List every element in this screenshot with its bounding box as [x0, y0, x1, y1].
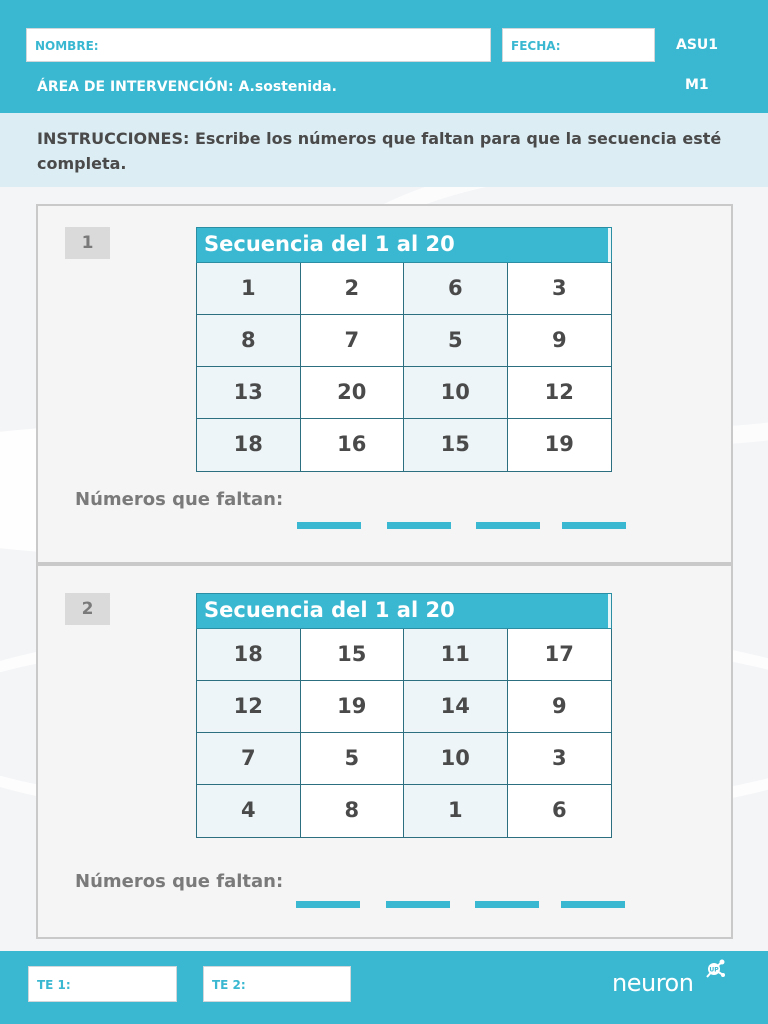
- grid-cell: 13: [197, 367, 301, 419]
- grid-cell: 10: [404, 367, 508, 419]
- name-label: NOMBRE:: [35, 39, 99, 53]
- missing-numbers-label: Números que faltan:: [75, 489, 284, 510]
- answer-blank[interactable]: [387, 522, 451, 529]
- instructions-text: INSTRUCCIONES: Escribe los números que faltan para que la secuencia esté completa.: [37, 129, 722, 173]
- grid-cell: 19: [301, 681, 405, 733]
- answer-blank[interactable]: [562, 522, 626, 529]
- grid-cell: 1: [404, 785, 508, 837]
- grid-cell: 11: [404, 629, 508, 681]
- grid-cell: 18: [197, 419, 301, 471]
- neuronup-logo-badge: UP: [709, 966, 719, 974]
- exercise-number: 2: [65, 593, 110, 625]
- grid-cell: 9: [508, 315, 612, 367]
- sequence-table: [196, 593, 612, 838]
- te1-field[interactable]: [28, 966, 177, 1002]
- date-field[interactable]: [502, 28, 655, 62]
- activity-level: M1: [685, 77, 709, 93]
- grid-cell: 9: [508, 681, 612, 733]
- exercise-panel-1: [36, 204, 733, 564]
- date-label: FECHA:: [511, 39, 561, 53]
- grid-cell: 2: [301, 263, 405, 315]
- grid-cell: 16: [301, 419, 405, 471]
- grid-cell: 12: [197, 681, 301, 733]
- answer-blank[interactable]: [297, 522, 361, 529]
- grid-cell: 5: [301, 733, 405, 785]
- grid-cell: 3: [508, 263, 612, 315]
- grid-cell: 3: [508, 733, 612, 785]
- grid-cell: 20: [301, 367, 405, 419]
- sequence-title: Secuencia del 1 al 20: [196, 593, 612, 629]
- grid-cell: 14: [404, 681, 508, 733]
- number-grid: [196, 629, 612, 838]
- te2-label: TE 2:: [212, 978, 246, 992]
- answer-blank[interactable]: [476, 522, 540, 529]
- number-grid: [196, 263, 612, 472]
- neuronup-logo-icon: [702, 957, 726, 981]
- sequence-title: Secuencia del 1 al 20: [196, 227, 612, 263]
- grid-cell: 7: [301, 315, 405, 367]
- grid-cell: 4: [197, 785, 301, 837]
- name-field[interactable]: [26, 28, 491, 62]
- answer-blank[interactable]: [561, 901, 625, 908]
- answer-blank[interactable]: [386, 901, 450, 908]
- answer-blank[interactable]: [296, 901, 360, 908]
- grid-cell: 5: [404, 315, 508, 367]
- intervention-area: ÁREA DE INTERVENCIÓN: A.sostenida.: [37, 79, 337, 95]
- worksheet-header: [0, 0, 768, 113]
- grid-cell: 8: [197, 315, 301, 367]
- grid-cell: 19: [508, 419, 612, 471]
- grid-cell: 6: [404, 263, 508, 315]
- answer-blank[interactable]: [475, 901, 539, 908]
- grid-cell: 7: [197, 733, 301, 785]
- grid-cell: 8: [301, 785, 405, 837]
- missing-numbers-label: Números que faltan:: [75, 871, 284, 892]
- grid-cell: 18: [197, 629, 301, 681]
- exercise-panel-2: [36, 564, 733, 939]
- instructions-bar: [0, 113, 768, 187]
- worksheet-footer: [0, 951, 768, 1024]
- grid-cell: 15: [301, 629, 405, 681]
- grid-cell: 12: [508, 367, 612, 419]
- grid-cell: 6: [508, 785, 612, 837]
- te1-label: TE 1:: [37, 978, 71, 992]
- grid-cell: 10: [404, 733, 508, 785]
- sequence-table: [196, 227, 612, 472]
- activity-code: ASU1: [676, 37, 719, 53]
- te2-field[interactable]: [203, 966, 351, 1002]
- grid-cell: 1: [197, 263, 301, 315]
- exercise-number: 1: [65, 227, 110, 259]
- neuronup-logo-text: neuron: [612, 969, 694, 997]
- grid-cell: 17: [508, 629, 612, 681]
- grid-cell: 15: [404, 419, 508, 471]
